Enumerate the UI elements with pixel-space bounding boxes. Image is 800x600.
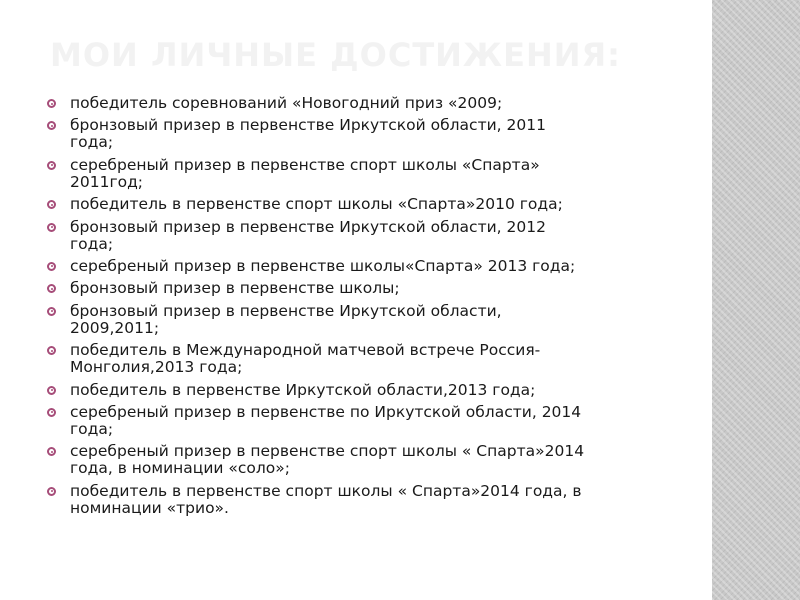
slide-title: МОИ ЛИЧНЫЕ ДОСТИЖЕНИЯ:: [50, 36, 621, 74]
bullet-icon: [47, 99, 56, 108]
list-item-text: победитель в Международной матчевой встрече Россия- Монголия,2013 года;: [70, 341, 541, 377]
list-item: [44, 258, 674, 275]
list-item-text: победитель в первенстве Иркутской области,2013 года;: [70, 380, 536, 399]
bullet-icon: [47, 262, 56, 271]
list-item: [44, 443, 674, 477]
decorative-side-strip: [712, 0, 800, 600]
list-item-text: бронзовый призер в первенстве Иркутской области, 2011 года;: [70, 116, 546, 152]
list-item: [44, 95, 674, 112]
list-item: [44, 303, 674, 337]
list-item-text: серебреный призер в первенстве школы«Спарта» 2013 года;: [70, 256, 576, 275]
list-item-text: бронзовый призер в первенстве Иркутской области, 2012 года;: [70, 217, 546, 253]
bullet-icon: [47, 223, 56, 232]
bullet-icon: [47, 447, 56, 456]
list-item-text: бронзовый призер в первенстве школы;: [70, 279, 400, 298]
bullet-icon: [47, 346, 56, 355]
list-item: [44, 404, 674, 438]
list-item: [44, 382, 674, 399]
list-item: [44, 157, 674, 191]
list-item-text: бронзовый призер в первенстве Иркутской области, 2009,2011;: [70, 301, 502, 337]
bullet-icon: [47, 307, 56, 316]
list-item: [44, 117, 674, 151]
bullet-icon: [47, 487, 56, 496]
list-item-text: серебреный призер в первенстве по Иркутской области, 2014 года;: [70, 402, 582, 438]
bullet-icon: [47, 386, 56, 395]
bullet-icon: [47, 161, 56, 170]
list-item: [44, 219, 674, 253]
bullet-icon: [47, 200, 56, 209]
bullet-icon: [47, 121, 56, 130]
list-item: [44, 483, 674, 517]
bullet-icon: [47, 284, 56, 293]
achievements-list: [44, 95, 674, 522]
list-item: [44, 342, 674, 376]
list-item: [44, 196, 674, 213]
list-item-text: победитель в первенстве спорт школы « Спарта»2014 года, в номинации «трио».: [70, 481, 582, 517]
list-item: [44, 280, 674, 297]
list-item-text: победитель в первенстве спорт школы «Спарта»2010 года;: [70, 195, 563, 214]
list-item-text: серебреный призер в первенстве спорт школы «Спарта» 2011год;: [70, 155, 540, 191]
bullet-icon: [47, 408, 56, 417]
list-item-text: победитель соревнований «Новогодний приз «2009;: [70, 94, 503, 112]
list-item-text: серебреный призер в первенстве спорт школы « Спарта»2014 года, в номинации «соло»;: [70, 442, 585, 478]
